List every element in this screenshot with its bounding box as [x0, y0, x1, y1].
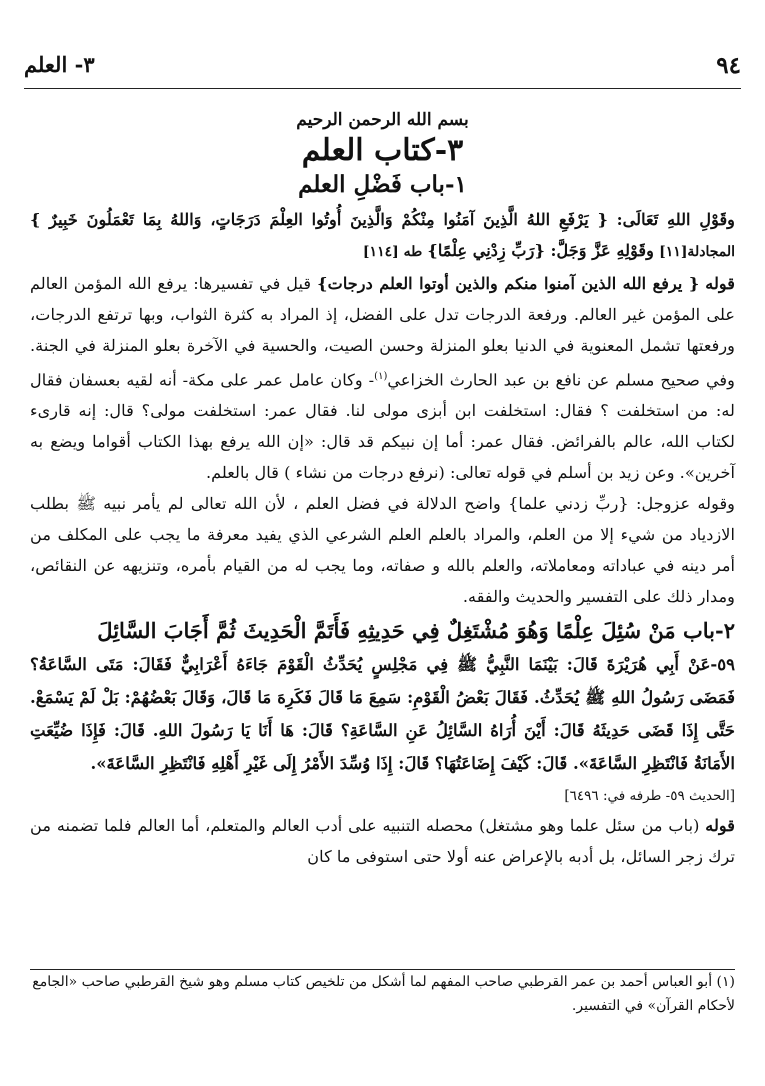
commentary-paragraph-1 — [30, 268, 735, 488]
commentary-paragraph-3 — [30, 810, 735, 872]
verse-1-ref: المجادلة[١١] — [659, 244, 735, 260]
commentary-text: قيل في تفسيرها: يرفع الله المؤمن العالم على المؤمن غير العالم. ورفعة الدرجات تدل على الفضل، إذ المراد به كثرة الثواب، وبها ترتفع الدرجات، ورفعتها تشمل المعنوية في الدنيا بعلو المنزلة وحسن الصيت، والحسية في الآخرة بعلو المنزلة في الجنة. وفي صحيح مسلم عن نافع بن عبد الحارث الخزاعي — [30, 274, 735, 390]
verse-1: وقَوْلِ اللهِ تَعَالَى: { يَرْفَعِ اللهُ الَّذِينَ آمَنُوا مِنْكُمْ وَالَّذِينَ أُوتُوا العِلْمَ دَرَجَاتٍ، وَاللهُ بِمَا تَعْمَلُونَ خَبِيرٌ } — [30, 210, 735, 229]
commentary-quote: { يرفع الله الذين آمنوا منكم والذين أوتوا العلم درجات} — [317, 274, 700, 293]
hadith-reference: [الحديث ٥٩- طرفه في: ٦٤٩٦] — [564, 788, 735, 805]
commentary-text-tail: - وكان عامل عمر على مكة- أنه لقيه بعسفان فقال له: من استخلفت ؟ فقال: استخلفت ابن أبزى مولى لنا. فقال عمر: استخلفت مولى؟ قال: إنه قارىء لكتاب الله، عالم بالفرائض. فقال عمر: أما إن نبيكم قد قال: «إن الله يرفع بهذا الكتاب أقواما ويضع به آخرين». وعن زيد بن أسلم في قوله تعالى: (نرفع درجات من نشاء ) قال بالعلم. — [30, 370, 735, 483]
page-body — [30, 108, 735, 872]
verse-2-ref: طه [١١٤] — [362, 244, 423, 260]
commentary-lead-2: قوله — [705, 816, 735, 836]
footnote-marker: (١) — [374, 371, 388, 382]
quran-verses — [30, 204, 735, 268]
footnote-1: (١) أبو العباس أحمد بن عمر القرطبي صاحب المفهم لما أشكل من تلخيص كتاب مسلم وهو شيخ القرطبي صاحب «الجامع لأحكام القرآن» في التفسير. — [32, 974, 735, 1014]
book-title: ٣-كتاب العلم — [301, 133, 464, 168]
page-header — [24, 52, 741, 86]
commentary-paragraph-2: وقوله عزوجل: {ربِّ زدني علما} واضح الدلالة في فضل العلم ، لأن الله تعالى لم يأمر نبيه ﷺ بطلب الازدياد من شيء إلا من العلم، والمراد بالعلم العلم الشرعي الذي يفيد معرفة ما يجب على المكلف من أمر دينه في عباداته ومعاملاته، والعلم بالله و صفاته، وما يجب له من القيام بأمره، وتنزيهه عن النقائص، ومدار ذلك على التفسير والحديث والفقه. — [30, 494, 735, 607]
hadith-text: ٥٩-عَنْ أَبِي هُرَيْرَةَ قَالَ: بَيْنَمَا النَّبِيُّ ﷺ فِي مَجْلِسٍ يُحَدِّثُ الْقَوْمَ جَاءَهُ أَعْرَابِيٌّ فَقَالَ: مَتَى السَّاعَةُ؟ فَمَضَى رَسُولُ اللهِ ﷺ يُحَدِّثُ. فَقَالَ بَعْضُ الْقَوْمِ: سَمِعَ مَا قَالَ فَكَرِهَ مَا قَالَ، وَقَالَ بَعْضُهُمْ: بَلْ لَمْ يَسْمَعْ. حَتَّى إِذَا قَضَى حَدِيثَهُ قَالَ: أَيْنَ أُرَاهُ السَّائِلُ عَنِ السَّاعَةِ؟ قَالَ: هَا أَنَا يَا رَسُولَ اللهِ. قَالَ: فَإِذَا ضُيِّعَتِ الأَمَانَةُ فَانْتَظِرِ السَّاعَةَ». قَالَ: كَيْفَ إِضَاعَتُهَا؟ قَالَ: إِذَا وُسِّدَ الأَمْرُ إِلَى غَيْرِ أَهْلِهِ فَانْتَظِرِ السَّاعَةَ». — [30, 655, 735, 774]
chapter-title-1: ١-باب فَضْلِ العلم — [298, 171, 467, 198]
verse-2: وقَوْلِهِ عَزَّ وَجَلَّ: {رَبِّ زِدْنِي عِلْمًا} — [427, 241, 654, 260]
footnotes — [30, 963, 735, 1018]
basmala: بسم الله الرحمن الرحيم — [296, 110, 469, 130]
chapter-title-2: ٢-باب مَنْ سُئِلَ عِلْمًا وَهُوَ مُشْتَغِلٌ فِي حَدِيثِهِ فَأَتَمَّ الْحَدِيثَ ثُمَّ أَجَابَ السَّائِلَ — [97, 618, 735, 644]
page-number: ٩٤ — [716, 52, 741, 79]
commentary-text-2: (باب من سئل علما وهو مشتغل) محصله التنبيه على أدب العالم والمتعلم، أما العالم فلما تضمنه من ترك زجر السائل، بل أدبه بالإعراض عنه أولا حتى استوفى ما كان — [30, 816, 735, 867]
header-rule — [24, 88, 741, 89]
running-title: ٣- العلم — [24, 52, 95, 77]
commentary-lead: قوله — [705, 274, 736, 293]
